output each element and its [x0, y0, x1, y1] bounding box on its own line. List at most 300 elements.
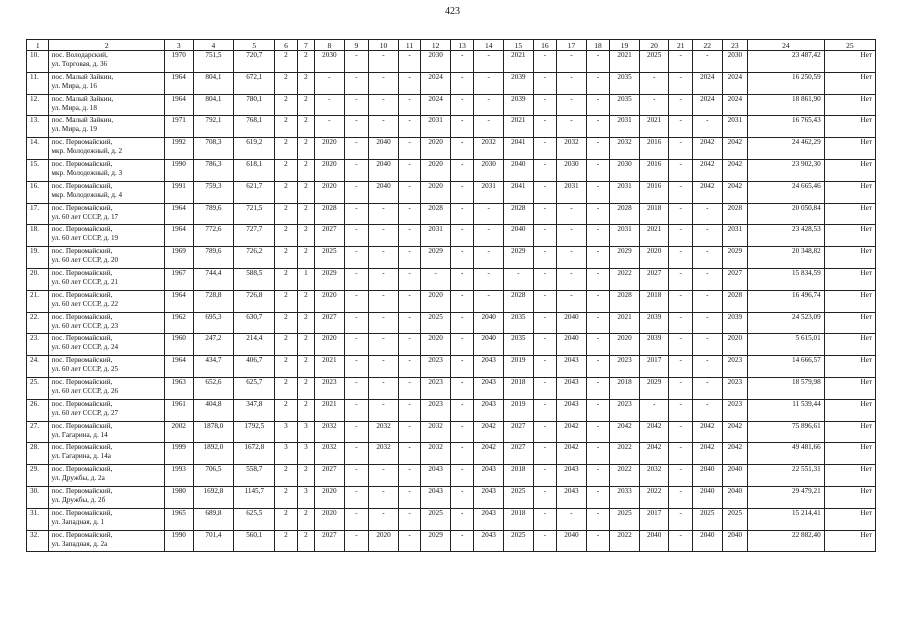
cell-col-16: -	[533, 465, 556, 487]
cell-col-5: 625,5	[234, 508, 275, 530]
row-number-cell: 19.	[27, 247, 49, 269]
cell-col-12: 2031	[421, 225, 451, 247]
cell-col-24: 14 666,57	[748, 356, 825, 378]
cell-col-19: 2030	[610, 159, 640, 181]
cell-col-20: 2018	[639, 290, 669, 312]
cell-col-11: -	[398, 51, 420, 73]
cell-col-7: 2	[297, 203, 314, 225]
cell-col-8: 2028	[315, 203, 345, 225]
cell-col-14: 2043	[474, 356, 504, 378]
address-cell	[49, 159, 164, 181]
cell-col-17: 2032	[557, 138, 587, 160]
column-header-6: 6	[275, 40, 297, 51]
cell-col-3: 1980	[164, 486, 193, 508]
cell-col-10: -	[369, 465, 399, 487]
cell-col-13: -	[450, 399, 473, 421]
cell-col-6: 2	[275, 312, 297, 334]
row-number-cell: 30.	[27, 486, 49, 508]
cell-col-25: Нет	[824, 312, 875, 334]
cell-col-19: 2022	[610, 530, 640, 552]
cell-col-25: Нет	[824, 443, 875, 465]
column-header-8: 8	[315, 40, 345, 51]
cell-col-12: 2020	[421, 138, 451, 160]
cell-col-25: Нет	[824, 486, 875, 508]
cell-col-10: -	[369, 356, 399, 378]
cell-col-21: -	[669, 508, 692, 530]
cell-col-15: 2025	[504, 486, 534, 508]
cell-col-11: -	[398, 268, 420, 290]
cell-col-9: -	[344, 247, 369, 269]
address-cell	[49, 356, 164, 378]
cell-col-13: -	[450, 465, 473, 487]
table-row	[27, 508, 876, 530]
address-settlement: пос. Первомайский,	[51, 465, 113, 474]
cell-col-15: 2041	[504, 138, 534, 160]
cell-col-21: -	[669, 51, 692, 73]
cell-col-7: 2	[297, 72, 314, 94]
cell-col-14: 2043	[474, 399, 504, 421]
cell-col-7: 2	[297, 465, 314, 487]
cell-col-10: -	[369, 203, 399, 225]
cell-col-21: -	[669, 138, 692, 160]
cell-col-23: 2040	[722, 486, 748, 508]
cell-col-7: 2	[297, 377, 314, 399]
cell-col-16: -	[533, 312, 556, 334]
cell-col-10: 2040	[369, 159, 399, 181]
address-street: ул. 60 лет СССР, д. 23	[51, 321, 119, 330]
cell-col-12: 2023	[421, 356, 451, 378]
cell-col-22: 2040	[692, 486, 722, 508]
cell-col-7: 2	[297, 225, 314, 247]
cell-col-24: 18 579,98	[748, 377, 825, 399]
cell-col-25: Нет	[824, 290, 875, 312]
cell-col-3: 1992	[164, 138, 193, 160]
cell-col-19: 2022	[610, 443, 640, 465]
cell-col-11: -	[398, 334, 420, 356]
cell-col-9: -	[344, 312, 369, 334]
cell-col-24: 23 428,53	[748, 225, 825, 247]
cell-col-11: -	[398, 94, 420, 116]
cell-col-17: -	[557, 94, 587, 116]
cell-col-18: -	[586, 72, 609, 94]
address-cell	[49, 51, 164, 73]
cell-col-8: 2020	[315, 334, 345, 356]
cell-col-23: 2025	[722, 508, 748, 530]
cell-col-15: 2028	[504, 290, 534, 312]
cell-col-16: -	[533, 399, 556, 421]
cell-col-23: 2040	[722, 465, 748, 487]
cell-col-11: -	[398, 465, 420, 487]
cell-col-18: -	[586, 421, 609, 443]
cell-col-13: -	[450, 290, 473, 312]
cell-col-25: Нет	[824, 334, 875, 356]
address-cell	[49, 225, 164, 247]
cell-col-23: 2023	[722, 356, 748, 378]
cell-col-4: 786,3	[193, 159, 234, 181]
cell-col-25: Нет	[824, 51, 875, 73]
row-number-cell: 17.	[27, 203, 49, 225]
cell-col-19: 2035	[610, 72, 640, 94]
cell-col-6: 2	[275, 268, 297, 290]
cell-col-14: -	[474, 51, 504, 73]
cell-col-7: 2	[297, 356, 314, 378]
address-street: мкр. Молодежный, д. 3	[51, 168, 123, 177]
cell-col-20: 2018	[639, 203, 669, 225]
address-cell	[49, 290, 164, 312]
cell-col-19: 2022	[610, 465, 640, 487]
cell-col-16: -	[533, 530, 556, 552]
cell-col-21: -	[669, 530, 692, 552]
cell-col-13: -	[450, 181, 473, 203]
cell-col-15: 2035	[504, 312, 534, 334]
cell-col-21: -	[669, 225, 692, 247]
cell-col-10: -	[369, 94, 399, 116]
column-header-11: 11	[398, 40, 420, 51]
cell-col-11: -	[398, 159, 420, 181]
cell-col-12: 2028	[421, 203, 451, 225]
cell-col-18: -	[586, 138, 609, 160]
cell-col-14: 2042	[474, 421, 504, 443]
cell-col-19: 2035	[610, 94, 640, 116]
cell-col-9: -	[344, 181, 369, 203]
cell-col-17: 2043	[557, 377, 587, 399]
cell-col-11: -	[398, 530, 420, 552]
cell-col-19: 2023	[610, 399, 640, 421]
cell-col-20: 2027	[639, 268, 669, 290]
cell-col-6: 2	[275, 116, 297, 138]
cell-col-7: 3	[297, 486, 314, 508]
cell-col-8: 2021	[315, 399, 345, 421]
cell-col-8: 2023	[315, 377, 345, 399]
cell-col-24: 20 050,84	[748, 203, 825, 225]
row-number-cell: 31.	[27, 508, 49, 530]
cell-col-15: 2035	[504, 334, 534, 356]
address-street: ул. Гагарина, д. 14	[51, 430, 108, 439]
cell-col-13: -	[450, 377, 473, 399]
cell-col-4: 247,2	[193, 334, 234, 356]
cell-col-12: 2043	[421, 486, 451, 508]
cell-col-18: -	[586, 203, 609, 225]
cell-col-14: 2040	[474, 312, 504, 334]
cell-col-20: -	[639, 72, 669, 94]
address-cell	[49, 268, 164, 290]
cell-col-18: -	[586, 356, 609, 378]
cell-col-24: 23 487,42	[748, 51, 825, 73]
cell-col-6: 2	[275, 72, 297, 94]
cell-col-21: -	[669, 377, 692, 399]
cell-col-7: 2	[297, 94, 314, 116]
cell-col-4: 701,4	[193, 530, 234, 552]
cell-col-23: 2029	[722, 247, 748, 269]
cell-col-16: -	[533, 268, 556, 290]
row-number-cell: 13.	[27, 116, 49, 138]
cell-col-20: 2021	[639, 225, 669, 247]
cell-col-13: -	[450, 486, 473, 508]
cell-col-17: -	[557, 116, 587, 138]
cell-col-14: -	[474, 72, 504, 94]
cell-col-8: 2027	[315, 225, 345, 247]
address-cell	[49, 72, 164, 94]
cell-col-14: -	[474, 94, 504, 116]
cell-col-14: -	[474, 225, 504, 247]
column-header-25: 25	[824, 40, 875, 51]
cell-col-12: 2023	[421, 377, 451, 399]
cell-col-7: 2	[297, 312, 314, 334]
page-number: 423	[445, 6, 460, 17]
cell-col-4: 689,8	[193, 508, 234, 530]
address-street: ул. 60 лет СССР, д. 22	[51, 299, 119, 308]
cell-col-13: -	[450, 443, 473, 465]
cell-col-25: Нет	[824, 465, 875, 487]
row-number-cell: 10.	[27, 51, 49, 73]
cell-col-17: -	[557, 203, 587, 225]
cell-col-19: 2021	[610, 312, 640, 334]
cell-col-17: 2042	[557, 443, 587, 465]
cell-col-7: 2	[297, 530, 314, 552]
cell-col-25: Нет	[824, 268, 875, 290]
cell-col-16: -	[533, 508, 556, 530]
cell-col-20: -	[639, 94, 669, 116]
cell-col-5: 214,4	[234, 334, 275, 356]
column-header-3: 3	[164, 40, 193, 51]
cell-col-12: -	[421, 268, 451, 290]
address-cell	[49, 181, 164, 203]
cell-col-5: 726,8	[234, 290, 275, 312]
cell-col-22: -	[692, 334, 722, 356]
cell-col-22: -	[692, 225, 722, 247]
cell-col-23: 2023	[722, 399, 748, 421]
cell-col-8: 2021	[315, 356, 345, 378]
address-settlement: пос. Первомайский,	[51, 290, 113, 299]
cell-col-24: 24 462,29	[748, 138, 825, 160]
cell-col-19: 2033	[610, 486, 640, 508]
address-settlement: пос. Первомайский,	[51, 334, 113, 343]
cell-col-8: -	[315, 116, 345, 138]
cell-col-20: 2040	[639, 530, 669, 552]
cell-col-23: 2040	[722, 530, 748, 552]
cell-col-17: 2043	[557, 465, 587, 487]
cell-col-18: -	[586, 486, 609, 508]
cell-col-22: -	[692, 51, 722, 73]
cell-col-10: -	[369, 247, 399, 269]
cell-col-5: 621,7	[234, 181, 275, 203]
cell-col-23: 2027	[722, 268, 748, 290]
cell-col-25: Нет	[824, 203, 875, 225]
cell-col-5: 720,7	[234, 51, 275, 73]
cell-col-16: -	[533, 225, 556, 247]
cell-col-17: 2030	[557, 159, 587, 181]
address-settlement: пос. Первомайский,	[51, 508, 113, 517]
cell-col-6: 2	[275, 138, 297, 160]
cell-col-14: 2043	[474, 377, 504, 399]
cell-col-24: 16 250,59	[748, 72, 825, 94]
cell-col-19: 2032	[610, 138, 640, 160]
cell-col-10: -	[369, 377, 399, 399]
column-header-5: 5	[234, 40, 275, 51]
cell-col-24: 15 214,41	[748, 508, 825, 530]
cell-col-21: -	[669, 334, 692, 356]
cell-col-9: -	[344, 94, 369, 116]
address-street: мкр. Молодежный, д. 4	[51, 190, 123, 199]
cell-col-20: 2039	[639, 334, 669, 356]
cell-col-13: -	[450, 247, 473, 269]
cell-col-16: -	[533, 290, 556, 312]
cell-col-15: 2018	[504, 465, 534, 487]
cell-col-18: -	[586, 268, 609, 290]
address-settlement: пос. Первомайский,	[51, 377, 113, 386]
cell-col-15: 2027	[504, 421, 534, 443]
cell-col-13: -	[450, 530, 473, 552]
cell-col-9: -	[344, 334, 369, 356]
table-row	[27, 356, 876, 378]
cell-col-6: 2	[275, 203, 297, 225]
table-row	[27, 399, 876, 421]
cell-col-10: -	[369, 51, 399, 73]
cell-col-13: -	[450, 138, 473, 160]
address-settlement: пос. Малый Зайкин,	[51, 94, 114, 103]
cell-col-24: 11 539,44	[748, 399, 825, 421]
cell-col-20: 2020	[639, 247, 669, 269]
cell-col-15: 2025	[504, 530, 534, 552]
cell-col-17: -	[557, 51, 587, 73]
cell-col-21: -	[669, 465, 692, 487]
cell-col-13: -	[450, 51, 473, 73]
cell-col-5: 1792,5	[234, 421, 275, 443]
cell-col-5: 618,1	[234, 159, 275, 181]
address-settlement: пос. Первомайский,	[51, 530, 113, 539]
address-cell	[49, 486, 164, 508]
cell-col-7: 2	[297, 159, 314, 181]
cell-col-11: -	[398, 290, 420, 312]
cell-col-13: -	[450, 116, 473, 138]
cell-col-25: Нет	[824, 116, 875, 138]
cell-col-12: 2020	[421, 181, 451, 203]
cell-col-14: -	[474, 290, 504, 312]
cell-col-6: 2	[275, 465, 297, 487]
cell-col-19: 2042	[610, 421, 640, 443]
cell-col-6: 3	[275, 443, 297, 465]
table-row	[27, 247, 876, 269]
cell-col-9: -	[344, 377, 369, 399]
cell-col-4: 789,6	[193, 203, 234, 225]
cell-col-9: -	[344, 138, 369, 160]
cell-col-3: 1990	[164, 530, 193, 552]
address-street: ул. Западная, д. 1	[51, 517, 105, 526]
column-header-20: 20	[639, 40, 669, 51]
cell-col-6: 2	[275, 356, 297, 378]
cell-col-13: -	[450, 159, 473, 181]
address-settlement: пос. Малый Зайкин,	[51, 116, 114, 125]
cell-col-8: 2020	[315, 181, 345, 203]
cell-col-10: 2040	[369, 138, 399, 160]
column-header-22: 22	[692, 40, 722, 51]
cell-col-12: 2029	[421, 247, 451, 269]
column-header-4: 4	[193, 40, 234, 51]
cell-col-22: -	[692, 116, 722, 138]
cell-col-21: -	[669, 268, 692, 290]
cell-col-14: 2031	[474, 181, 504, 203]
cell-col-15: 2018	[504, 508, 534, 530]
cell-col-25: Нет	[824, 377, 875, 399]
column-header-10: 10	[369, 40, 399, 51]
cell-col-11: -	[398, 247, 420, 269]
cell-col-19: 2031	[610, 116, 640, 138]
cell-col-17: -	[557, 268, 587, 290]
cell-col-12: 2032	[421, 443, 451, 465]
row-number-cell: 12.	[27, 94, 49, 116]
address-street: ул. 60 лет СССР, д. 19	[51, 234, 119, 243]
cell-col-22: 2042	[692, 181, 722, 203]
cell-col-9: -	[344, 530, 369, 552]
cell-col-21: -	[669, 94, 692, 116]
address-cell	[49, 138, 164, 160]
cell-col-10: -	[369, 508, 399, 530]
cell-col-9: -	[344, 399, 369, 421]
cell-col-4: 728,8	[193, 290, 234, 312]
cell-col-18: -	[586, 530, 609, 552]
row-number-cell: 11.	[27, 72, 49, 94]
cell-col-3: 1970	[164, 51, 193, 73]
cell-col-13: -	[450, 334, 473, 356]
housing-registry-table	[26, 39, 876, 552]
cell-col-22: 2025	[692, 508, 722, 530]
cell-col-20: 2016	[639, 138, 669, 160]
address-street: ул. Дружбы, д. 2б	[51, 495, 106, 504]
cell-col-9: -	[344, 443, 369, 465]
cell-col-20: 2021	[639, 116, 669, 138]
cell-col-21: -	[669, 181, 692, 203]
cell-col-16: -	[533, 181, 556, 203]
cell-col-24: 49 481,66	[748, 443, 825, 465]
cell-col-20: 2025	[639, 51, 669, 73]
cell-col-7: 2	[297, 51, 314, 73]
cell-col-22: -	[692, 356, 722, 378]
table-row	[27, 159, 876, 181]
cell-col-12: 2024	[421, 72, 451, 94]
row-number-cell: 29.	[27, 465, 49, 487]
cell-col-17: 2043	[557, 486, 587, 508]
cell-col-23: 2042	[722, 443, 748, 465]
cell-col-21: -	[669, 247, 692, 269]
address-cell	[49, 116, 164, 138]
cell-col-3: 1960	[164, 334, 193, 356]
cell-col-19: 2023	[610, 356, 640, 378]
column-header-23: 23	[722, 40, 748, 51]
cell-col-18: -	[586, 334, 609, 356]
cell-col-17: 2031	[557, 181, 587, 203]
cell-col-18: -	[586, 377, 609, 399]
cell-col-3: 1964	[164, 72, 193, 94]
cell-col-16: -	[533, 377, 556, 399]
cell-col-25: Нет	[824, 399, 875, 421]
cell-col-8: 2029	[315, 268, 345, 290]
cell-col-11: -	[398, 399, 420, 421]
cell-col-3: 1969	[164, 247, 193, 269]
row-number-cell: 24.	[27, 356, 49, 378]
table-row	[27, 138, 876, 160]
cell-col-7: 2	[297, 181, 314, 203]
address-cell	[49, 377, 164, 399]
cell-col-24: 29 479,21	[748, 486, 825, 508]
table-row	[27, 94, 876, 116]
cell-col-9: -	[344, 225, 369, 247]
cell-col-5: 1672,8	[234, 443, 275, 465]
row-number-cell: 16.	[27, 181, 49, 203]
address-cell	[49, 94, 164, 116]
cell-col-6: 2	[275, 225, 297, 247]
cell-col-15: 2039	[504, 72, 534, 94]
cell-col-6: 2	[275, 247, 297, 269]
